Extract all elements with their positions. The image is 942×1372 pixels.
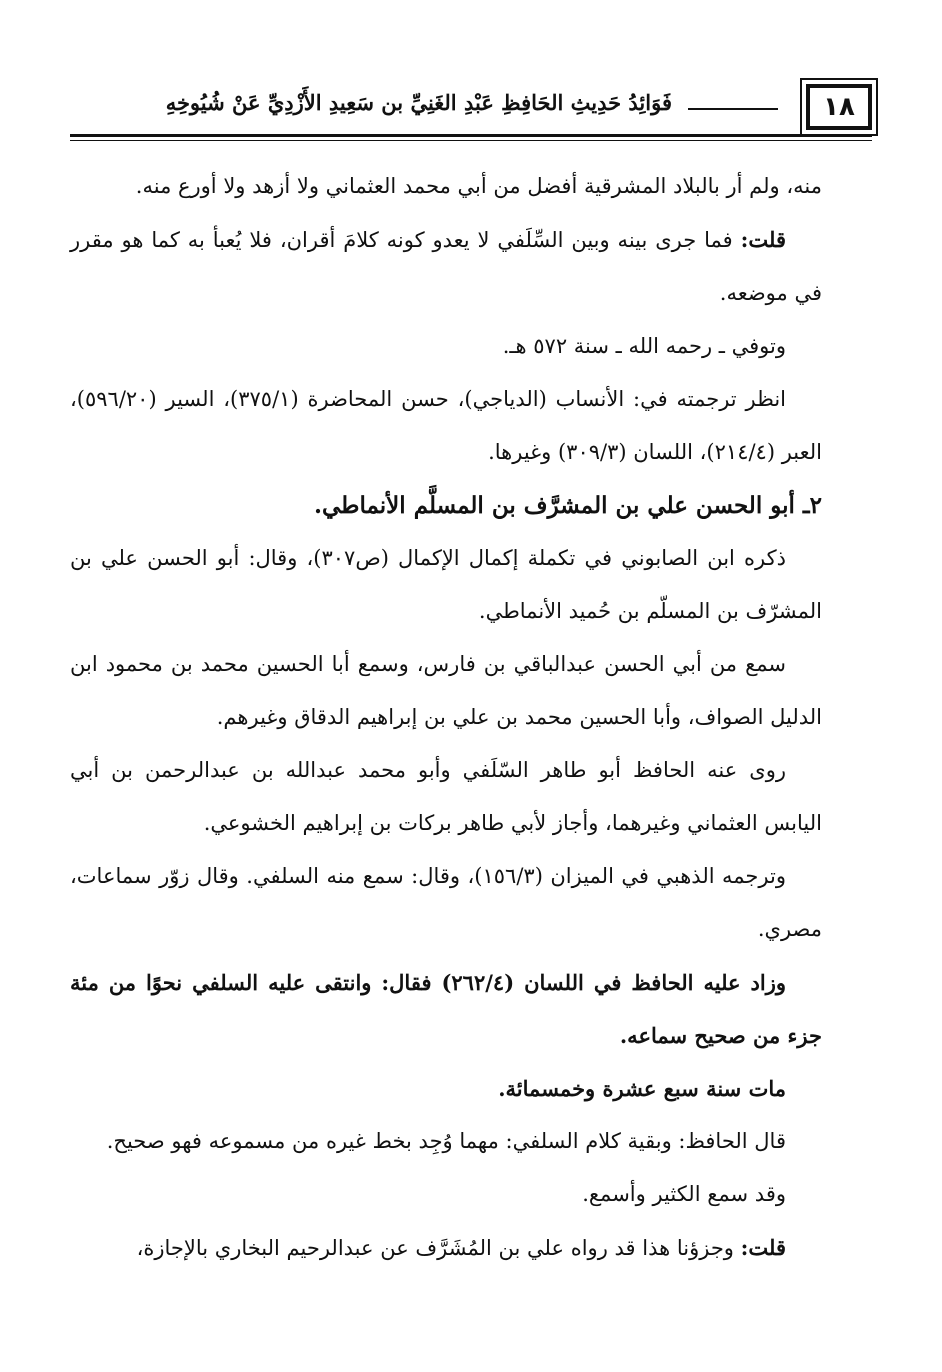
- paragraph: روى عنه الحافظ أبو طاهر السّلَفي وأبو محمد عبدالله بن عبدالرحمن بن أبي اليابس العثماني وغيرهما، وأجاز لأبي طاهر بركات بن إبراهيم الخشوعي.: [70, 758, 822, 835]
- page-header: [70, 78, 872, 140]
- paragraph-lead: قلت:: [740, 1235, 786, 1260]
- page-number: ١٨: [806, 84, 872, 130]
- paragraph: منه، ولم أر بالبلاد المشرقية أفضل من أبي محمد العثماني ولا أزهد ولا أورع منه.: [135, 174, 822, 198]
- paragraph: وترجمه الذهبي في الميزان (١٥٦/٣)، وقال: سمع منه السلفي. وقال زوّر سماعات، مصري.: [70, 864, 822, 941]
- paragraph: [70, 213, 822, 320]
- header-rule-thin: [70, 140, 872, 141]
- paragraph: ذكره ابن الصابوني في تكملة إكمال الإكمال (ص٣٠٧)، وقال: أبو الحسن علي بن المشرّف بن المسلّم بن حُميد الأنماطي.: [70, 546, 822, 623]
- paragraph: انظر ترجمته في: الأنساب (الدياجي)، حسن المحاضرة (٣٧٥/١)، السير (٥٩٦/٢٠)، العبر (٢١٤/٤)، اللسان (٣٠٩/٣) وغيرها.: [70, 387, 822, 464]
- paragraph: [70, 1221, 822, 1275]
- paragraph: وتوفي ـ رحمه الله ـ سنة ٥٧٢ هـ.: [502, 334, 786, 358]
- page-body: [70, 160, 822, 1275]
- running-title: فَوَائِدُ حَدِيثِ الحَافِظِ عَبْدِ الغَنِيِّ بن سَعِيدِ الأَزْدِيِّ عَنْ شُيُوخِهِ: [165, 90, 672, 115]
- paragraph: وزاد عليه الحافظ في اللسان (٢٦٢/٤) فقال: وانتقى عليه السلفي نحوًا من مئة جزء من صحيح سماعه.: [70, 970, 822, 1048]
- header-dash: [688, 108, 778, 110]
- paragraph: وقد سمع الكثير وأسمع.: [582, 1182, 786, 1206]
- paragraph: مات سنة سبع عشرة وخمسمائة.: [498, 1076, 786, 1101]
- paragraph: سمع من أبي الحسن عبدالباقي بن فارس، وسمع أبا الحسين محمد بن محمود ابن الدليل الصواف، وأبا الحسين محمد بن علي بن إبراهيم الدقاق وغيرهم.: [70, 652, 822, 729]
- paragraph: قال الحافظ: وبقية كلام السلفي: مهما وُجِد بخط غيره من مسموعه فهو صحيح.: [106, 1129, 786, 1153]
- section-heading: ٢ـ أبو الحسن علي بن المشرَّف بن المسلَّم الأنماطي.: [313, 492, 822, 519]
- header-rule-thick: [70, 134, 872, 137]
- paragraph-text: فما جرى بينه وبين السِّلَفي لا يعدو كونه كلامَ أقران، فلا يُعبأ به كما هو مقرر في موضعه.: [70, 228, 822, 305]
- paragraph-text: وجزؤنا هذا قد رواه علي بن المُشَرَّف عن عبدالرحيم البخاري بالإجازة،: [136, 1236, 741, 1260]
- paragraph-lead: قلت:: [740, 227, 786, 252]
